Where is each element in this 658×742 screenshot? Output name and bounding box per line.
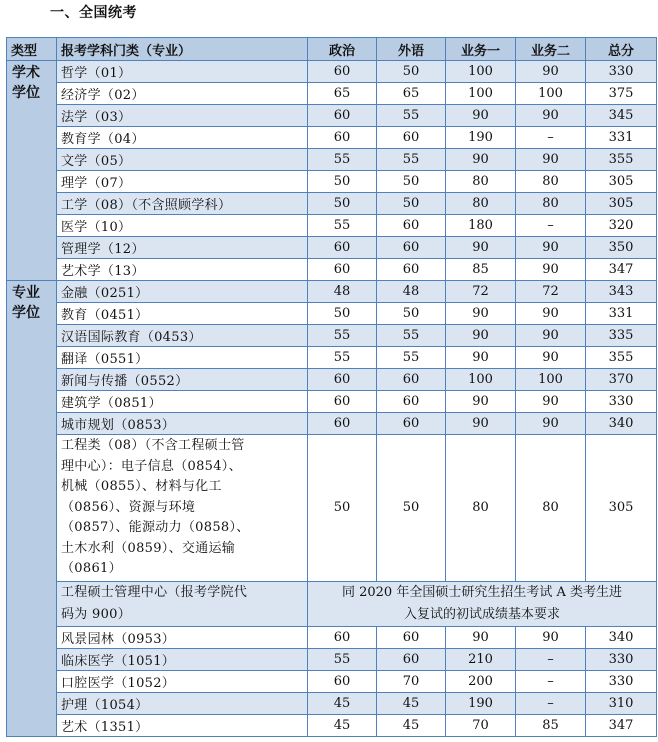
degree-type-line: 学术: [12, 65, 40, 81]
politics-cell: 55: [308, 149, 377, 171]
language-cell: 60: [377, 369, 446, 391]
total-cell: 330: [586, 391, 657, 413]
section-heading: 一、全国统考: [50, 5, 137, 21]
subject-cell: 风景园林（0953）: [57, 626, 308, 648]
subject-line: 工程类（08）（不含工程硕士管: [61, 438, 245, 453]
total-cell: 355: [586, 347, 657, 369]
table-row: [7, 61, 657, 83]
course2-cell: 100: [516, 369, 586, 391]
subject-line: （0861）: [61, 561, 122, 576]
subject-cell: 医学（10）: [57, 215, 308, 237]
degree-type-cell: [7, 281, 57, 737]
politics-cell: 50: [308, 435, 377, 582]
course2-cell: –: [516, 215, 586, 237]
total-cell: 330: [586, 670, 657, 692]
course2-cell: 90: [516, 303, 586, 325]
total-cell: 305: [586, 171, 657, 193]
subject-cell: [57, 581, 308, 626]
subject-cell: 文学（05）: [57, 149, 308, 171]
politics-cell: 60: [308, 61, 377, 83]
language-cell: 45: [377, 714, 446, 736]
total-cell: 330: [586, 61, 657, 83]
course1-cell: 85: [446, 259, 516, 281]
course1-cell: 100: [446, 83, 516, 105]
table-row: [7, 259, 657, 281]
course2-cell: 85: [516, 714, 586, 736]
course2-cell: –: [516, 670, 586, 692]
language-cell: 50: [377, 303, 446, 325]
course2-cell: –: [516, 127, 586, 149]
course2-cell: 90: [516, 259, 586, 281]
subject-line: 理中心）：电子信息（0854）、: [61, 458, 242, 474]
course2-cell: –: [516, 648, 586, 670]
politics-cell: 60: [308, 626, 377, 648]
course1-cell: 90: [446, 237, 516, 259]
total-cell: 345: [586, 105, 657, 127]
subject-cell: 艺术学（13）: [57, 259, 308, 281]
subject-cell: 口腔医学（1052）: [57, 670, 308, 692]
course1-cell: 80: [446, 435, 516, 582]
table-row: [7, 105, 657, 127]
header-total: 总分: [586, 38, 657, 61]
table-row: [7, 391, 657, 413]
politics-cell: 55: [308, 215, 377, 237]
header-course2: 业务二: [516, 38, 586, 61]
course2-cell: 100: [516, 83, 586, 105]
total-cell: 335: [586, 325, 657, 347]
course2-cell: 90: [516, 391, 586, 413]
table-row: [7, 581, 657, 626]
total-cell: 340: [586, 626, 657, 648]
politics-cell: 45: [308, 714, 377, 736]
language-cell: 65: [377, 83, 446, 105]
language-cell: 45: [377, 692, 446, 714]
language-cell: 60: [377, 648, 446, 670]
table-row: [7, 325, 657, 347]
total-cell: 355: [586, 149, 657, 171]
language-cell: 55: [377, 325, 446, 347]
total-cell: 331: [586, 127, 657, 149]
table-row: [7, 149, 657, 171]
table-row: [7, 435, 657, 582]
table-row: [7, 171, 657, 193]
table-row: [7, 369, 657, 391]
table-row: [7, 303, 657, 325]
subject-cell: [57, 435, 308, 582]
course1-cell: 80: [446, 171, 516, 193]
course1-cell: 90: [446, 105, 516, 127]
course2-cell: –: [516, 692, 586, 714]
total-cell: 347: [586, 259, 657, 281]
header-subject: 报考学科门类（专业）: [57, 38, 308, 61]
header-language: 外语: [377, 38, 446, 61]
subject-cell: 建筑学（0851）: [57, 391, 308, 413]
table-row: [7, 193, 657, 215]
course1-cell: 90: [446, 391, 516, 413]
politics-cell: 55: [308, 648, 377, 670]
course1-cell: 70: [446, 714, 516, 736]
table-row: [7, 714, 657, 736]
score-table: [6, 37, 657, 737]
requirement-note-line: 入复试的初试成绩基本要求: [403, 606, 560, 622]
table-row: [7, 83, 657, 105]
course2-cell: 80: [516, 193, 586, 215]
language-cell: 50: [377, 171, 446, 193]
table-row: [7, 692, 657, 714]
table-row: [7, 626, 657, 648]
table-row: [7, 281, 657, 303]
total-cell: 340: [586, 413, 657, 435]
politics-cell: 60: [308, 670, 377, 692]
course2-cell: 90: [516, 325, 586, 347]
header-course1: 业务一: [446, 38, 516, 61]
subject-line: （0856）、资源与环境: [61, 499, 196, 515]
course1-cell: 180: [446, 215, 516, 237]
total-cell: 320: [586, 215, 657, 237]
politics-cell: 55: [308, 325, 377, 347]
politics-cell: 50: [308, 303, 377, 325]
course1-cell: 210: [446, 648, 516, 670]
degree-type-line: 学位: [12, 305, 40, 321]
language-cell: 60: [377, 127, 446, 149]
language-cell: 60: [377, 413, 446, 435]
total-cell: 331: [586, 303, 657, 325]
subject-cell: 工学（08）（不含照顾学科）: [57, 193, 308, 215]
politics-cell: 60: [308, 127, 377, 149]
politics-cell: 60: [308, 413, 377, 435]
politics-cell: 48: [308, 281, 377, 303]
degree-type-cell: [7, 61, 57, 281]
course1-cell: 190: [446, 692, 516, 714]
language-cell: 50: [377, 435, 446, 582]
politics-cell: 65: [308, 83, 377, 105]
table-row: [7, 648, 657, 670]
subject-cell: 管理学（12）: [57, 237, 308, 259]
total-cell: 330: [586, 648, 657, 670]
course1-cell: 72: [446, 281, 516, 303]
header-row: [7, 38, 657, 61]
course2-cell: 90: [516, 626, 586, 648]
header-type: 类型: [7, 38, 57, 61]
politics-cell: 60: [308, 105, 377, 127]
course1-cell: 90: [446, 325, 516, 347]
course2-cell: 90: [516, 105, 586, 127]
total-cell: 310: [586, 692, 657, 714]
table-row: [7, 413, 657, 435]
subject-cell: 翻译（0551）: [57, 347, 308, 369]
course1-cell: 90: [446, 347, 516, 369]
course2-cell: 90: [516, 61, 586, 83]
table-row: [7, 215, 657, 237]
subject-line: 码为 900）: [61, 606, 132, 622]
course2-cell: 80: [516, 171, 586, 193]
total-cell: 375: [586, 83, 657, 105]
degree-type-line: 专业: [12, 285, 40, 301]
course2-cell: 80: [516, 435, 586, 582]
subject-cell: 金融（0251）: [57, 281, 308, 303]
course2-cell: 90: [516, 413, 586, 435]
politics-cell: 60: [308, 259, 377, 281]
subject-cell: 法学（03）: [57, 105, 308, 127]
subject-cell: 艺术（1351）: [57, 714, 308, 736]
course1-cell: 90: [446, 149, 516, 171]
language-cell: 60: [377, 259, 446, 281]
course1-cell: 90: [446, 413, 516, 435]
course1-cell: 90: [446, 626, 516, 648]
table-row: [7, 127, 657, 149]
language-cell: 70: [377, 670, 446, 692]
subject-line: 土木水利（0859）、交通运输: [61, 540, 236, 556]
language-cell: 50: [377, 61, 446, 83]
language-cell: 60: [377, 391, 446, 413]
politics-cell: 50: [308, 171, 377, 193]
total-cell: 350: [586, 237, 657, 259]
politics-cell: 55: [308, 347, 377, 369]
total-cell: 370: [586, 369, 657, 391]
politics-cell: 50: [308, 193, 377, 215]
subject-line: 机械（0855）、材料与化工: [61, 479, 222, 494]
language-cell: 60: [377, 215, 446, 237]
subject-cell: 教育（0451）: [57, 303, 308, 325]
total-cell: 305: [586, 435, 657, 582]
total-cell: 347: [586, 714, 657, 736]
subject-cell: 汉语国际教育（0453）: [57, 325, 308, 347]
requirement-note-line: 同 2020 年全国硕士研究生招生考试 A 类考生进: [341, 584, 622, 600]
course2-cell: 90: [516, 347, 586, 369]
politics-cell: 45: [308, 692, 377, 714]
table-row: [7, 237, 657, 259]
subject-cell: 城市规划（0853）: [57, 413, 308, 435]
subject-line: （0857）、能源动力（0858）、: [61, 520, 250, 535]
course1-cell: 100: [446, 369, 516, 391]
language-cell: 60: [377, 237, 446, 259]
language-cell: 48: [377, 281, 446, 303]
subject-cell: 护理（1054）: [57, 692, 308, 714]
course2-cell: 90: [516, 149, 586, 171]
language-cell: 50: [377, 193, 446, 215]
language-cell: 55: [377, 105, 446, 127]
course1-cell: 100: [446, 61, 516, 83]
header-politics: 政治: [308, 38, 377, 61]
course1-cell: 190: [446, 127, 516, 149]
table-row: [7, 670, 657, 692]
total-cell: 343: [586, 281, 657, 303]
politics-cell: 60: [308, 391, 377, 413]
politics-cell: 60: [308, 237, 377, 259]
subject-cell: 经济学（02）: [57, 83, 308, 105]
language-cell: 55: [377, 347, 446, 369]
subject-cell: 理学（07）: [57, 171, 308, 193]
course2-cell: 72: [516, 281, 586, 303]
requirement-note-cell: [308, 581, 657, 626]
total-cell: 305: [586, 193, 657, 215]
course1-cell: 80: [446, 193, 516, 215]
subject-cell: 哲学（01）: [57, 61, 308, 83]
subject-line: 工程硕士管理中心（报考学院代: [61, 584, 248, 600]
course2-cell: 90: [516, 237, 586, 259]
degree-type-line: 学位: [12, 85, 40, 101]
table-row: [7, 347, 657, 369]
subject-cell: 临床医学（1051）: [57, 648, 308, 670]
course1-cell: 200: [446, 670, 516, 692]
course1-cell: 90: [446, 303, 516, 325]
subject-cell: 教育学（04）: [57, 127, 308, 149]
subject-cell: 新闻与传播（0552）: [57, 369, 308, 391]
language-cell: 55: [377, 149, 446, 171]
language-cell: 60: [377, 626, 446, 648]
politics-cell: 60: [308, 369, 377, 391]
